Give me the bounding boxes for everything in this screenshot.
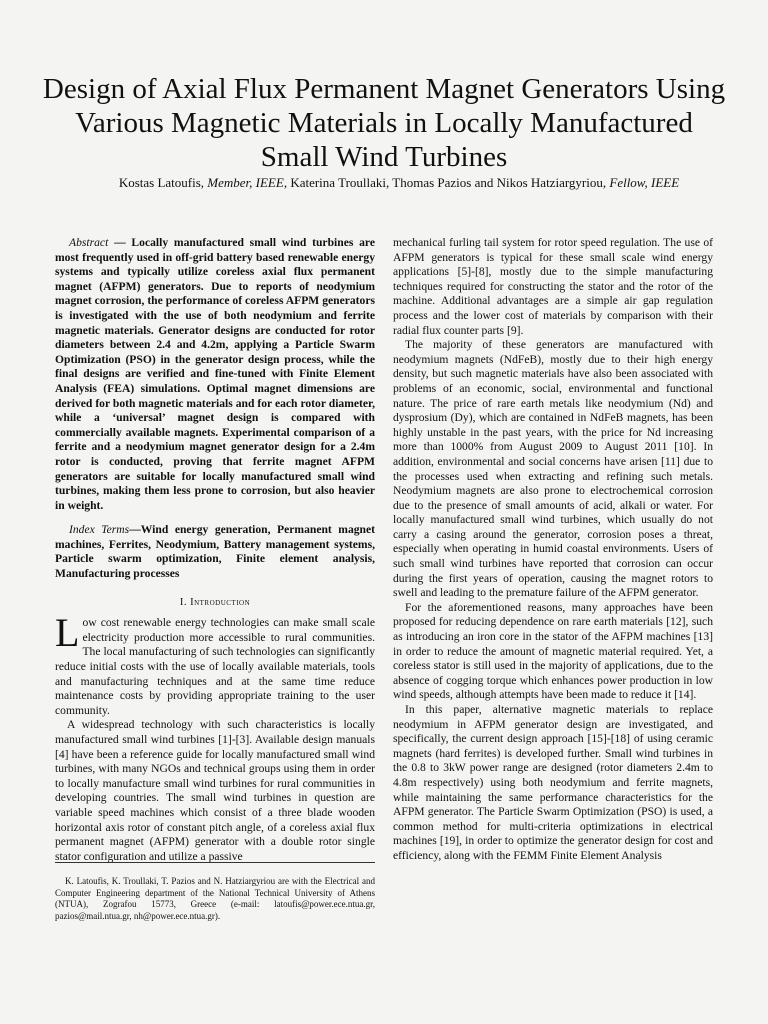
author-line — [90, 174, 708, 192]
section-heading-introduction: I. Introduction — [179, 596, 251, 608]
right-column — [393, 236, 713, 864]
author-member-title: Member, IEEE — [207, 175, 284, 190]
abstract-label: Abstract — [69, 236, 109, 249]
intro-paragraph-1 — [55, 610, 375, 718]
author-first: Kostas Latoufis, — [118, 175, 208, 190]
drop-cap: L — [55, 610, 80, 656]
right-paragraph-4: In this paper, alternative magnetic materials to replace neodymium in AFPM generator design are investigated, and specifically, the current design approach [15]-[18] of using ceramic magnets (hard ferrites) is developed further. Small wind turbines in the 0.8 to 3kW power range are designed (rotor diameters 2.4m to 4.8m respectively) using both neodymium and ferrite magnets, while maintaining the same performance characteristics for the AFPM generator. The Particle Swarm Optimization (PSO) is used, a common method for multi-criteria optimizations in electrical machines [19], in order to optimize the generator design for cost and efficiency, along with the FEMM Finite Element Analysis — [393, 703, 713, 862]
author-fellow-title: Fellow, IEEE — [609, 175, 680, 190]
author-rest: , Katerina Troullaki, Thomas Pazios and Nikos Hatziargyriou, — [283, 175, 610, 190]
index-terms — [55, 523, 375, 581]
index-terms-label: Index Terms — [69, 523, 130, 537]
left-column — [55, 236, 375, 864]
intro-paragraph-1-text: ow cost renewable energy technologies can make small scale electricity production more accessible to rural communities. The local manufacturing of such technologies can significantly reduce initial costs with the use of locally available materials, tools and manufacturing techniques and at the same time reduce maintenance costs by providing appropriate training to the user community. — [55, 616, 375, 717]
author-affiliation-footnote: K. Latoufis, K. Troullaki, T. Pazios and N. Hatziargyriou are with the Electrical and Computer Engineering department of the National Technical University of Athens (NTUA), Zografou 15773, Greece (e-mail: latoufis@power.ece.ntua.gr, pazios@mail.ntua.gr, nh@power.ece.ntua.gr). — [55, 876, 375, 921]
footnote-divider — [55, 862, 375, 863]
index-terms-text: —Wind energy generation, Permanent magnet machines, Ferrites, Neodymium, Battery management systems, Particle swarm optimization, Finite element analysis, Manufacturing processes — [55, 523, 375, 581]
right-paragraph-3: For the aforementioned reasons, many approaches have been proposed for reducing dependence on rare earth materials [12], such as introducing an iron core in the stator of the AFPM machines [13] in order to reduce the amount of magnetic material required. Yet, a coreless stator is still used in the majority of applications, due to the absence of cogging torque which enhances power production in low wind speeds, although attempts have been made to reduce it [14]. — [393, 600, 713, 702]
intro-paragraph-2: A widespread technology with such characteristics is locally manufactured small wind turbines [1]-[3]. Available design manuals [4] have been a reference guide for locally manufactured small wind turbines, with many NGOs and technical groups using them in order to locally manufacture small wind turbines for rural communities in developing countries. The small wind turbines in question are variable speed machines which consist of a three blade wooden horizontal axis rotor of constant pitch angle, of a coreless axial flux permanent magnet (AFPM) generator with a double rotor single stator configuration and utilize a passive — [55, 718, 375, 863]
paper-title: Design of Axial Flux Permanent Magnet Generators Using Various Magnetic Materials in Locally Manufactured Small Wind Turbines — [42, 73, 726, 173]
right-paragraph-2: The majority of these generators are manufactured with neodymium magnets (NdFeB), mostly due to their high energy density, but such magnetic materials have also been associated with problems of an economic, social, environmental and functional nature. The price of rare earth metals like neodymium (Nd) and dysprosium (Dy), which are contained in NdFeB magnets, has been highly unstable in the past years, with the price for Nd increasing more than 1000% from August 2009 to August 2011 [10]. In addition, environmental and social concerns have arisen [11] due to the processes used when extracting and refining such metals. Neodymium magnets are also prone to electrochemical corrosion due to the presence of small amounts of acid, alkali or water. For locally manufactured small wind turbines, which usually do not carry a casing around the generator, corrosion poses a threat, especially when operating in humid coastal environments. Users of such small wind turbines have reported that corrosion can occur during the first years of operation, causing the magnet rotors to swell and leading to the premature failure of the AFPM generator. — [393, 338, 713, 600]
abstract — [55, 236, 375, 513]
right-paragraph-1: mechanical furling tail system for rotor speed regulation. The use of AFPM generators is typical for these small scale wind energy applications [5]-[8], mostly due to the simple manufacturing techniques required for constructing the stator and the rotor of the machine. Additional advantages are a simple air gap regulation process and the lower cost of materials by comparison with their radial flux counter parts [9]. — [393, 236, 713, 337]
abstract-text: — Locally manufactured small wind turbines are most frequently used in off-grid battery based renewable energy systems and typically utilize coreless axial flux permanent magnet (AFPM) generators. Due to reports of neodymium magnet corrosion, the performance of coreless AFPM generators is investigated with the use of both neodymium and ferrite magnetic materials. Generator designs are conducted for rotor diameters between 2.4 and 4.2m, applying a Particle Swarm Optimization (PSO) in the generator design process, while the final designs are verified and fine-tuned with Finite Element Analysis (FEA) simulations. Optimal magnet dimensions are derived for both magnetic materials and for each rotor diameter, while a ‘universal’ magnet design is compared with commercially available magnets. Experimental comparison of a ferrite and a neodymium magnet generator design for a 2.4m rotor is conducted, proving that ferrite magnet AFPM generators are suitable for locally manufactured small wind turbines, making them less prone to corrosion, but also heavier in weight. — [55, 236, 375, 512]
